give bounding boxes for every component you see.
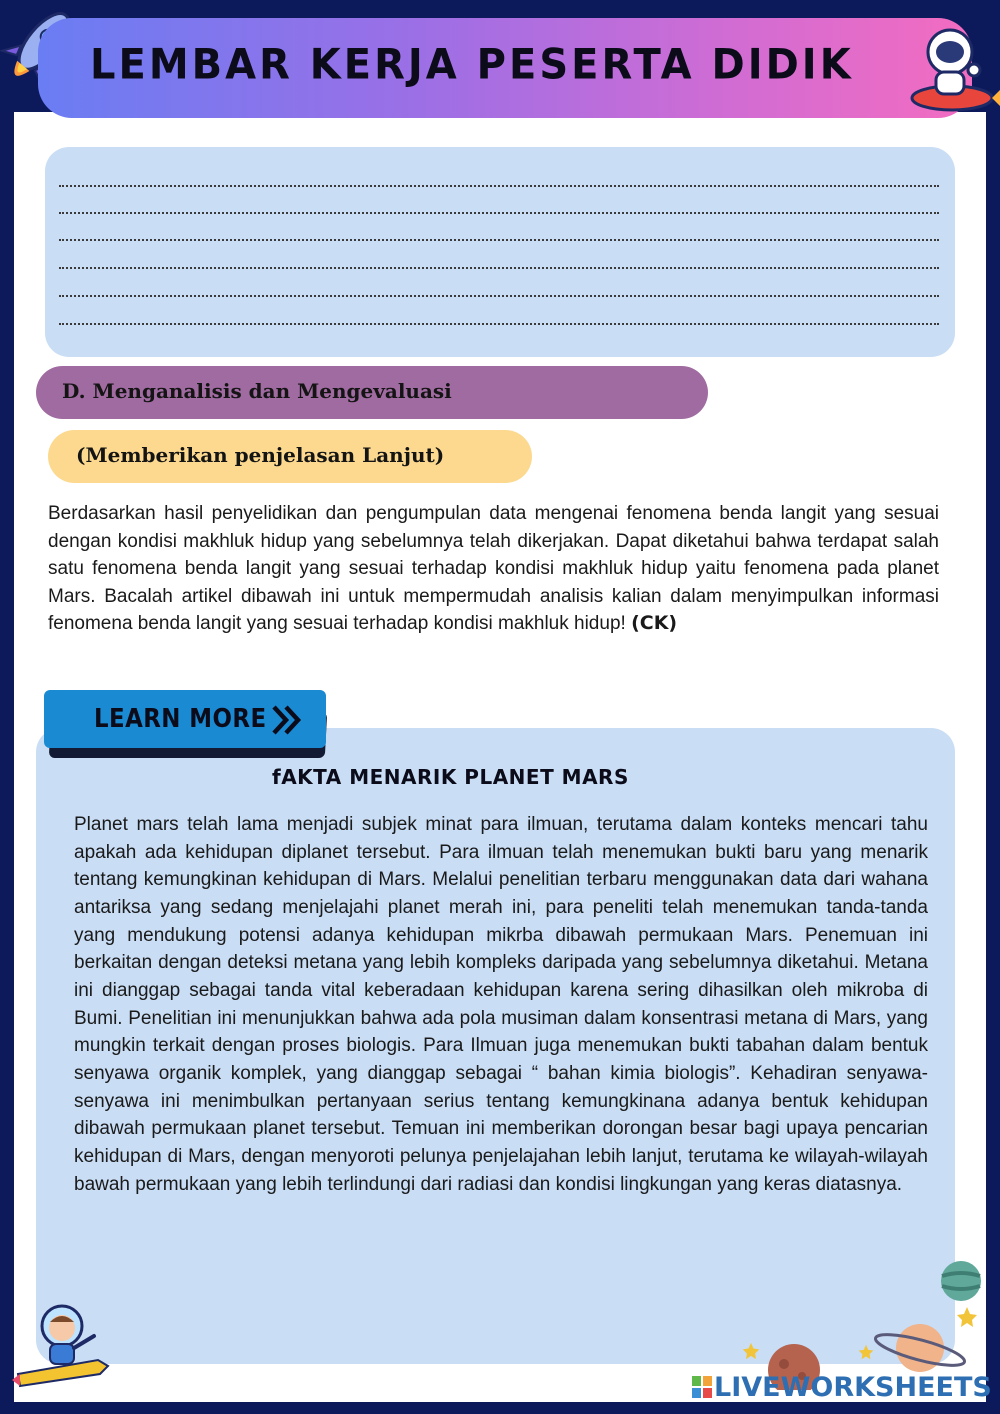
brand-mark-icon	[692, 1376, 712, 1398]
answer-line[interactable]	[59, 267, 939, 269]
astronaut-icon	[904, 20, 1000, 116]
planet-icon	[936, 1256, 986, 1306]
brand-logo	[692, 1372, 992, 1408]
answer-area[interactable]	[45, 147, 955, 357]
answer-line[interactable]	[59, 212, 939, 214]
brand-name: LIVEWORKSHEETS	[714, 1372, 992, 1403]
double-chevron-right-icon	[270, 703, 304, 737]
intro-tag: (CK)	[631, 612, 678, 635]
page-title: LEMBAR KERJA PESERTA DIDIK	[90, 40, 854, 90]
answer-line[interactable]	[59, 239, 939, 241]
learn-more-label: LEARN MORE	[94, 704, 267, 734]
section-heading-band	[36, 366, 708, 419]
learn-more-button[interactable]	[44, 690, 326, 748]
star-icon	[742, 1342, 760, 1360]
answer-line[interactable]	[59, 323, 939, 325]
header-banner	[38, 18, 972, 118]
intro-paragraph	[48, 500, 939, 638]
article-title: fAKTA MENARIK PLANET MARS	[272, 765, 629, 789]
article-body: Planet mars telah lama menjadi subjek minat para ilmuan, terutama dalam konteks mencari tahu apakah ada kehidupan diplanet tersebut. Para ilmuan telah menemukan bukti baru yang menarik tentang kemungkinan kehidupan di Mars. Melalui penelitian terbaru menggunakan data dari wahana antariksa yang sedang menjelajahi planet merah ini, para peneliti telah menemukan tanda-tanda yang mendukung potensi adanya kehidupan mikrba dibawah permukaan Mars. Penemuan ini berkaitan dengan deteksi metana yang lebih kompleks daripada yang sebelumnya diketahui. Metana ini dianggap sebagai tanda vital keberadaan kehidupan karena sering dihasilkan oleh mikroba di Bumi. Penelitian ini menunjukkan bahwa ada pola musiman dalam konsentrasi metana di Mars, yang mungkin terkait dengan proses biologis. Para Ilmuan juga menemukan bukti tabahan dalam bentuk senyawa organik komplek, yang dianggap sebagai “ bahan kimia biologis”. Kehadiran senyawa-senyawa ini menimbulkan pertanyaan serius tentang kemungkinana adanya bentuk kehidupan dibawah permukaan planet tersebut. Temuan ini memberikan dorongan besar bagi upaya pencarian kehidupan di Mars, dengan menyoroti pelunya penjelajahan lebih lanjut, terutama ke wilayah-wilayah bawah permukaan yang lebih terlindungi dari radiasi dan kondisi lingkungan yang keras diatasnya.	[74, 814, 928, 1195]
answer-line[interactable]	[59, 295, 939, 297]
kid-astronaut-icon	[12, 1300, 112, 1392]
answer-line[interactable]	[59, 185, 939, 187]
ringed-planet-icon	[870, 1316, 970, 1376]
intro-text: Berdasarkan hasil penyelidikan dan pengumpulan data mengenai fenomena benda langit yang sesuai dengan kondisi makhluk hidup yang sebelumnya telah dikerjakan. Dapat diketahui bahwa terdapat salah satu fenomena benda langit yang sesuai terhadap kondisi makhluk hidup yaitu fenomena pada planet Mars. Bacalah artikel dibawah ini untuk mempermudah analisis kalian dalam menyimpulkan informasi fenomena benda langit yang sesuai terhadap kondisi makhluk hidup!	[48, 503, 939, 635]
subheading: (Memberikan penjelasan Lanjut)	[76, 443, 445, 467]
section-heading: D. Menganalisis dan Mengevaluasi	[62, 379, 452, 403]
subheading-band	[48, 430, 532, 483]
